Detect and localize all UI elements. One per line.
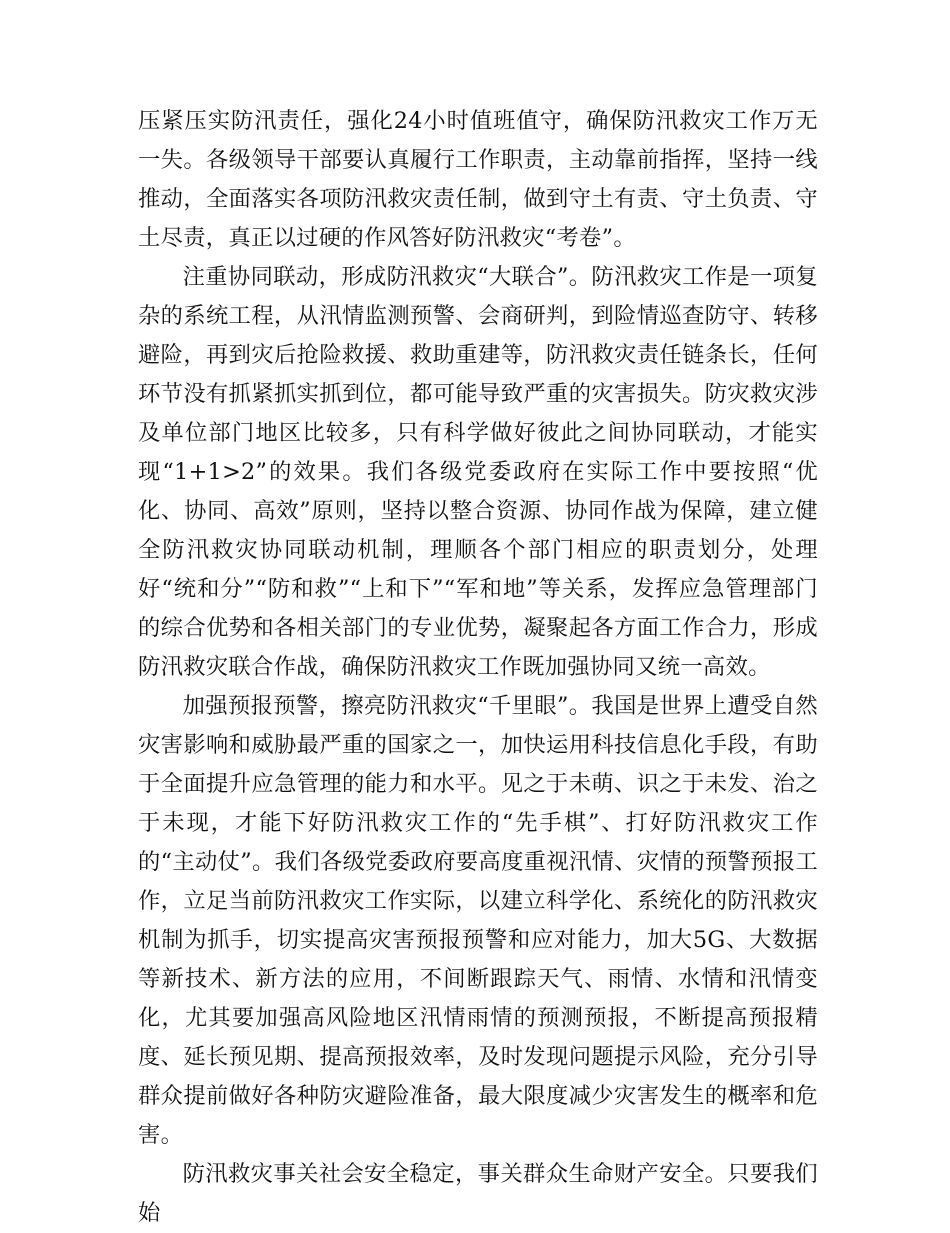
paragraph-flood-responsibility-continued: 压紧压实防汛责任，强化24小时值班值守，确保防汛救灾工作万无一失。各级领导干部要认真履行工作职责，主动靠前指挥，坚持一线推动，全面落实各项防汛救灾责任制，做到守土有责、守土负责、守土尽责，真正以过硬的作风答好防汛救灾“考卷”。 [138, 108, 818, 251]
paragraph-conclusion-start: 防汛救灾事关社会安全稳定，事关群众生命财产安全。只要我们始 [138, 1161, 818, 1226]
paragraph-forecast-warning: 加强预报预警，擦亮防汛救灾“千里眼”。我国是世界上遭受自然灾害影响和威胁最严重的国家之一，加快运用科技信息化手段，有助于全面提升应急管理的能力和水平。见之于未萌、识之于未发、治之于未现，才能下好防汛救灾工作的“先手棋”、打好防汛救灾工作的“主动仗”。我们各级党委政府要高度重视汛情、灾情的预警预报工作，立足当前防汛救灾工作实际，以建立科学化、系统化的防汛救灾机制为抓手，切实提高灾害预报预警和应对能力，加大5G、大数据等新技术、新方法的应用，不间断跟踪天气、雨情、水情和汛情变化，尤其要加强高风险地区汛情雨情的预测预报，不断提高预报精度、延长预见期、提高预报效率，及时发现问题提示风险，充分引导群众提前做好各种防灾避险准备，最大限度减少灾害发生的概率和危害。 [138, 693, 818, 1148]
document-body [138, 102, 818, 1233]
paragraph-coordination: 注重协同联动，形成防汛救灾“大联合”。防汛救灾工作是一项复杂的系统工程，从汛情监测预警、会商研判，到险情巡查防守、转移避险，再到灾后抢险救援、救助重建等，防汛救灾责任链条长，任何环节没有抓紧抓实抓到位，都可能导致严重的灾害损失。防灾救灾涉及单位部门地区比较多，只有科学做好彼此之间协同联动，才能实现“1+1>2”的效果。我们各级党委政府在实际工作中要按照“优化、协同、高效”原则，坚持以整合资源、协同作战为保障，建立健全防汛救灾协同联动机制，理顺各个部门相应的职责划分，处理好“统和分”“防和救”“上和下”“军和地”等关系，发挥应急管理部门的综合优势和各相关部门的专业优势，凝聚起各方面工作合力，形成防汛救灾联合作战，确保防汛救灾工作既加强协同又统一高效。 [138, 264, 818, 680]
